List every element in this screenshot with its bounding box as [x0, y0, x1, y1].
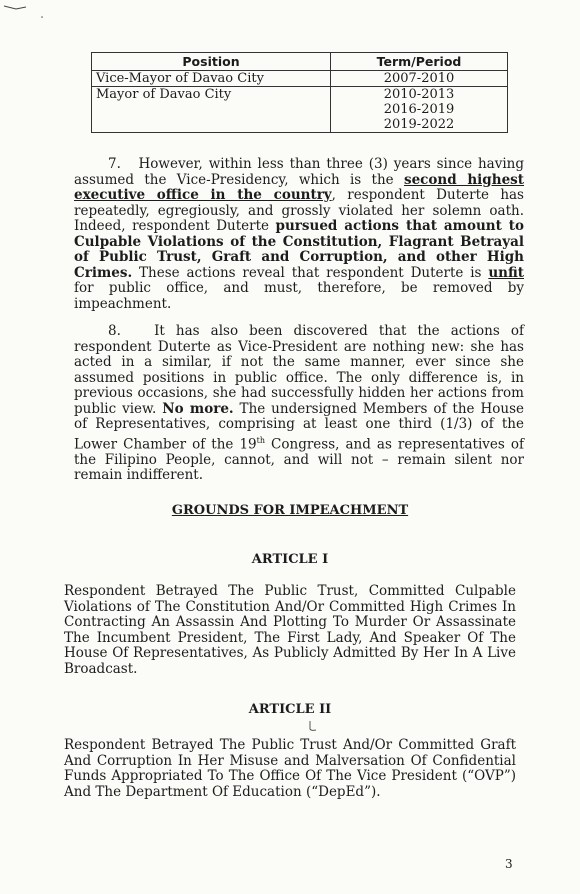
- paragraph-number: 8.: [108, 323, 121, 339]
- term-line: 2010-2013: [383, 87, 455, 102]
- cell-term: [331, 87, 508, 133]
- positions-table: [91, 52, 508, 133]
- emphasis-no-more: No more.: [162, 400, 234, 417]
- cell-position: Mayor of Davao City: [92, 87, 331, 133]
- term-line: 2019-2022: [383, 117, 455, 132]
- page-number: 3: [505, 857, 513, 871]
- paragraph-8: 8. It has also been discovered that the actions of respondent Duterte as Vice-President are nothing new: she has acted in a similar, if not the same manner, ever since she assumed positions in public office. The only difference is, in previous occasions, she had successfully hidden her actions from public view. No more. The undersigned Members of the House of Representatives, comprising at least one third (1/3) of the Lower Chamber of the 19th Congress, and as representatives of the Filipino People, cannot, and will not – remain silent nor remain indifferent.: [74, 323, 524, 483]
- cell-term: [331, 71, 508, 87]
- emphasis-violations: pursued actions that amount to Culpable Violations of the Constitution, Flagrant Betrayal of Public Trust, Graft and Corruption, and other High Crimes.: [74, 218, 524, 281]
- term-line: 2016-2019: [383, 102, 455, 117]
- article-1-body: Respondent Betrayed The Public Trust, Committed Culpable Violations of The Constitution And/Or Committed High Crimes In Contracting An Assassin And Plotting To Murder Or Assassinate The Incumbent President, The First Lady, And Speaker Of The House Of Representatives, As Publicly Admitted By Her In A Live Broadcast.: [64, 583, 516, 677]
- scan-corner-mark: [2, 2, 62, 20]
- superscript-th: th: [256, 435, 266, 445]
- emphasis-unfit: unfit: [488, 264, 524, 281]
- paragraph-7: 7. However, within less than three (3) years since having assumed the Vice-Presidency, which is the second highest executive office in the country, respondent Duterte has repeatedly, egregiously, and grossly violated her solemn oath. Indeed, respondent Duterte pursued actions that amount to Culpable Violations of the Constitution, Flagrant Betrayal of Public Trust, Graft and Corruption, and other High Crimes. These actions reveal that respondent Duterte is unfit for public office, and must, therefore, be removed by impeachment.: [74, 156, 525, 312]
- grounds-heading: GROUNDS FOR IMPEACHMENT: [171, 503, 409, 518]
- cell-position: Vice-Mayor of Davao City: [92, 71, 331, 87]
- paragraph-number: 7.: [108, 156, 121, 172]
- table-row: [92, 87, 508, 133]
- emphasis-second-highest-office: second highest executive office in the country: [74, 171, 524, 203]
- header-position: Position: [92, 53, 331, 71]
- article-1-title: ARTICLE I: [251, 552, 329, 567]
- table-row: [92, 71, 508, 87]
- table-header-row: [92, 53, 508, 71]
- article-2-body: Respondent Betrayed The Public Trust And/Or Committed Graft And Corruption In Her Misuse and Malversation Of Confidential Funds Appropriated To The Office Of The Vice President (“OVP”) And The Department Of Education (“DepEd”).: [64, 737, 516, 800]
- pen-mark: [307, 719, 319, 733]
- article-2-title: ARTICLE II: [248, 702, 332, 717]
- header-term-period: Term/Period: [331, 53, 508, 71]
- term-line: 2007-2010: [383, 71, 455, 86]
